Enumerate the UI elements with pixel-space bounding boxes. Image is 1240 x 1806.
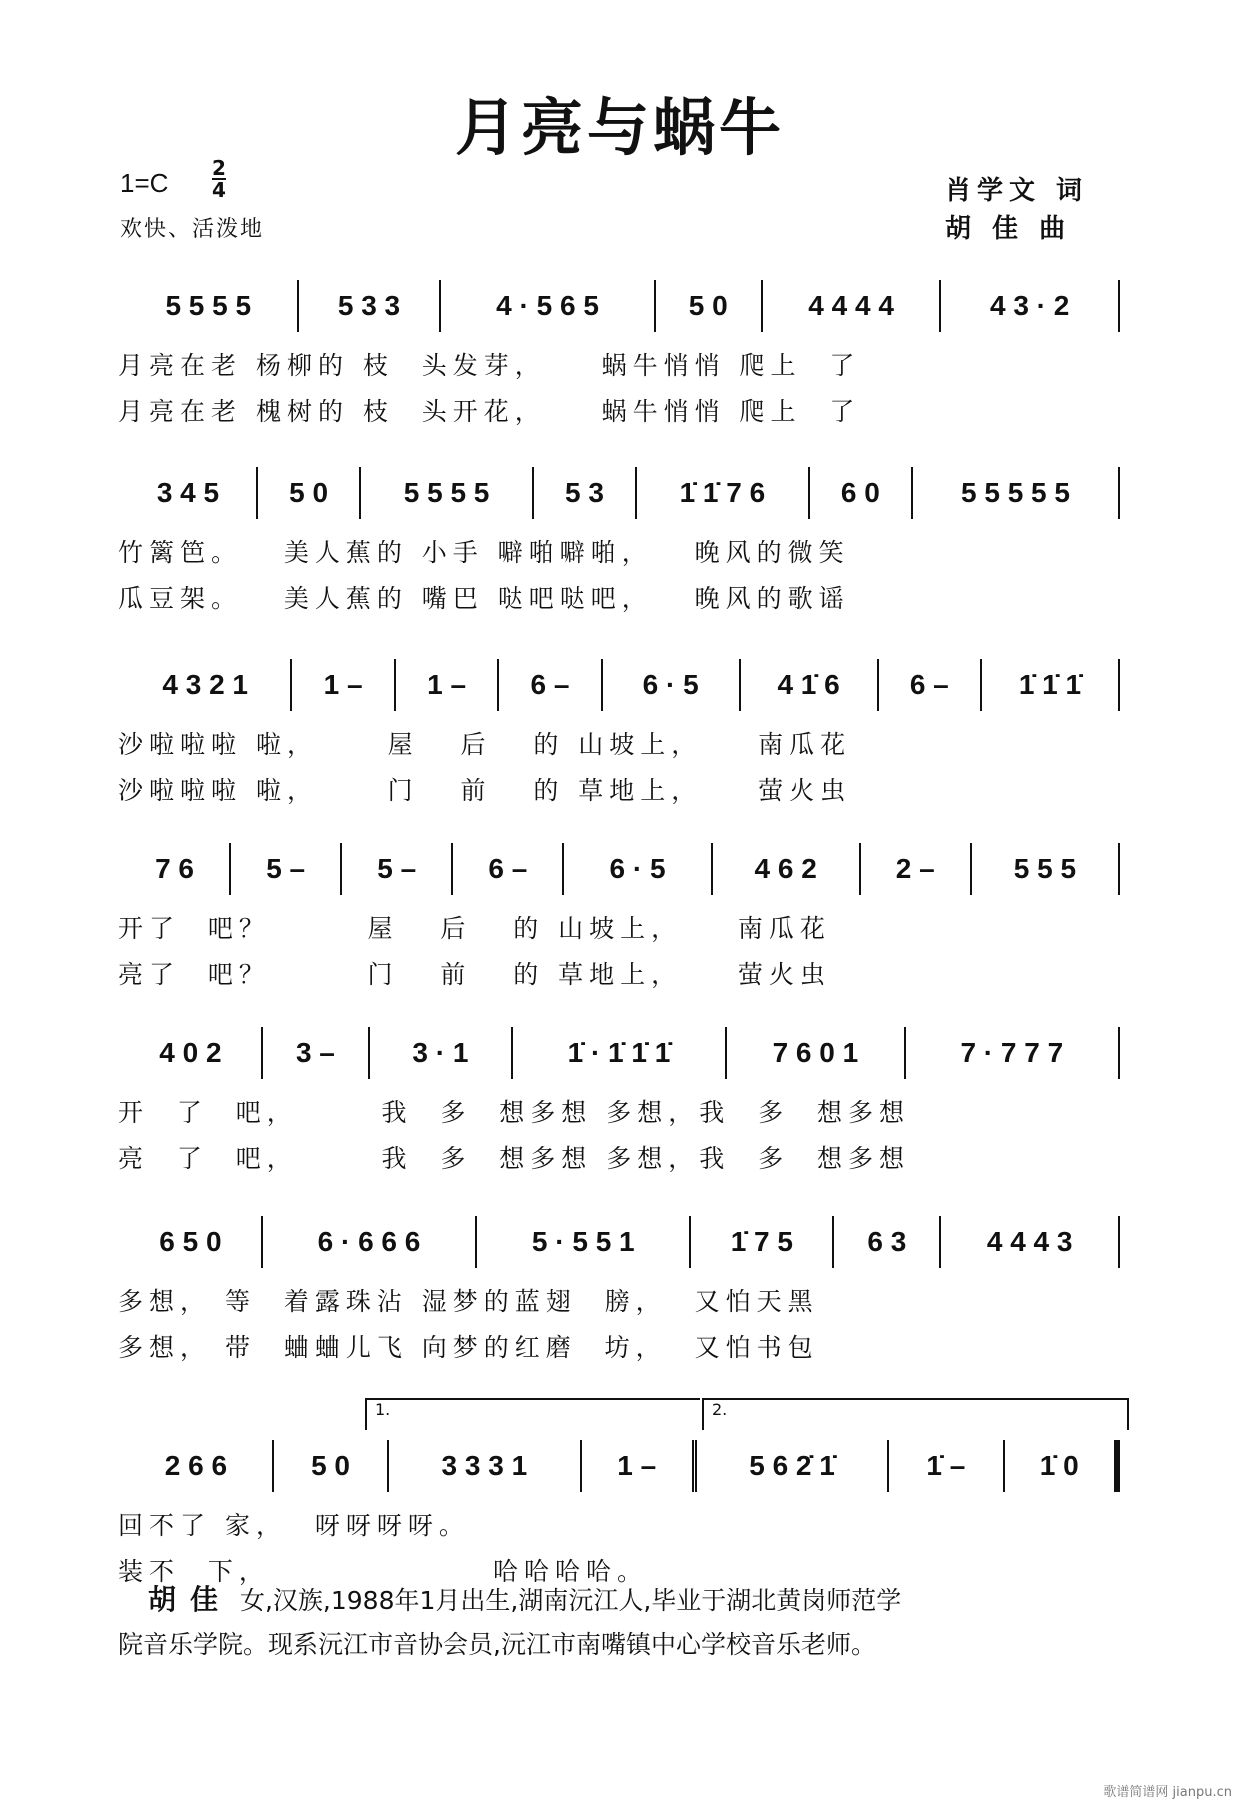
measure: 4 0 2	[120, 1027, 263, 1079]
lyric-verse-2: 亮 了 吧， 我 多 想多想 多想，我 多 想多想	[118, 1144, 910, 1173]
measure: 4 4 4 4	[763, 280, 942, 332]
measure: 3 –	[263, 1027, 370, 1079]
lyric-verse-1: 月亮在老 杨柳的 枝 头发芽， 蜗牛悄悄 爬上 了	[118, 351, 861, 380]
lyric-verse-2: 亮了 吧？ 门 前 的 草地上， 萤火虫	[118, 960, 831, 989]
measure: 7 · 7 7 7	[906, 1027, 1120, 1079]
measure: 4 3 · 2	[941, 280, 1120, 332]
volta-first-ending: 1.	[365, 1398, 700, 1430]
lyricist-credit: 肖学文 词	[945, 176, 1089, 206]
measure: 6 0	[810, 467, 913, 519]
measure: 5 5 5 5	[120, 280, 299, 332]
lyric-verse-2: 月亮在老 槐树的 枝 头开花， 蜗牛悄悄 爬上 了	[118, 397, 861, 426]
measure: 6 –	[453, 843, 564, 895]
notation-system	[120, 1440, 1120, 1492]
measure: 1 –	[292, 659, 395, 711]
lyric-verse-2: 多想， 带 蛐蛐儿飞 向梦的红磨 坊， 又怕书包	[118, 1333, 819, 1362]
measure: 4 6 2	[713, 843, 861, 895]
lyric-verse-1: 回不了 家， 呀呀呀呀。	[118, 1511, 470, 1540]
measure: 6 · 5	[564, 843, 712, 895]
notation-system	[120, 280, 1120, 332]
measure: 6 · 6 6 6	[263, 1216, 477, 1268]
measure: 1 –	[582, 1440, 697, 1492]
time-signature-top: 2	[212, 156, 226, 180]
watermark: 歌谱简谱网 jianpu.cn	[1103, 1785, 1232, 1800]
notation-system	[120, 467, 1120, 519]
volta-second-ending: 2.	[702, 1398, 1129, 1430]
measure: 1̇ –	[889, 1440, 1004, 1492]
lyric-verse-1: 多想， 等 着露珠沾 湿梦的蓝翅 膀， 又怕天黑	[118, 1287, 819, 1316]
measure: 5 –	[231, 843, 342, 895]
measure: 4 4 4 3	[941, 1216, 1120, 1268]
measure: 5 5 5 5	[361, 467, 533, 519]
notation-system	[120, 659, 1120, 711]
measure: 2 6 6	[120, 1440, 274, 1492]
measure: 4 · 5 6 5	[441, 280, 655, 332]
measure: 6 · 5	[603, 659, 741, 711]
notation-system	[120, 1027, 1120, 1079]
measure: 1 –	[396, 659, 499, 711]
measure: 1̇ · 1̇ 1̇ 1̇	[513, 1027, 727, 1079]
measure: 5 3	[534, 467, 637, 519]
lyric-verse-1: 开 了 吧， 我 多 想多想 多想，我 多 想多想	[118, 1098, 910, 1127]
tempo-marking: 欢快、活泼地	[120, 217, 265, 242]
measure: 1̇ 0	[1005, 1440, 1120, 1492]
lyric-verse-1: 开了 吧？ 屋 后 的 山坡上， 南瓜花	[118, 914, 831, 943]
measure: 5 5 5 5 5	[913, 467, 1120, 519]
lyric-verse-2: 瓜豆架。 美人蕉的 嘴巴 哒吧哒吧， 晚风的歌谣	[118, 584, 850, 613]
measure: 5 0	[656, 280, 763, 332]
measure: 6 –	[499, 659, 602, 711]
measure: 6 5 0	[120, 1216, 263, 1268]
measure: 1̇ 1̇ 7 6	[637, 467, 809, 519]
measure: 1̇ 7 5	[691, 1216, 834, 1268]
measure: 6 –	[879, 659, 982, 711]
lyric-verse-1: 沙啦啦啦 啦， 屋 后 的 山坡上， 南瓜花	[118, 730, 852, 759]
measure: 7 6	[120, 843, 231, 895]
measure: 5 0	[274, 1440, 389, 1492]
measure: 5 –	[342, 843, 453, 895]
measure: 6 3	[834, 1216, 941, 1268]
song-title: 月亮与蜗牛	[454, 91, 785, 164]
measure: 7 6 0 1	[727, 1027, 906, 1079]
lyric-verse-2: 装不 下， 哈哈哈哈。	[118, 1557, 649, 1586]
composer-credit: 胡 佳 曲	[945, 214, 1072, 244]
lyric-verse-1: 竹篱笆。 美人蕉的 小手 噼啪噼啪， 晚风的微笑	[118, 538, 850, 567]
measure: 1̇ 1̇ 1̇	[982, 659, 1120, 711]
measure: 5 0	[258, 467, 361, 519]
bio-line-2: 院音乐学院。现系沅江市音协会员,沅江市南嘴镇中心学校音乐老师。	[118, 1630, 876, 1659]
measure: 3 3 3 1	[389, 1440, 581, 1492]
measure: 5 3 3	[299, 280, 442, 332]
bio-name: 胡佳	[148, 1583, 233, 1616]
measure: 4 1̇ 6	[741, 659, 879, 711]
measure: 5 5 5	[972, 843, 1120, 895]
measure: 3 4 5	[120, 467, 258, 519]
lyric-verse-2: 沙啦啦啦 啦， 门 前 的 草地上， 萤火虫	[118, 776, 852, 805]
measure: 3 · 1	[370, 1027, 513, 1079]
notation-system	[120, 1216, 1120, 1268]
measure: 2 –	[861, 843, 972, 895]
bio-line-1: 女,汉族,1988年1月出生,湖南沅江人,毕业于湖北黄岗师范学	[239, 1586, 902, 1615]
measure: 4 3 2 1	[120, 659, 292, 711]
time-signature	[212, 158, 226, 200]
key-signature: 1=C	[120, 168, 169, 198]
time-signature-bottom: 4	[212, 178, 226, 202]
composer-bio	[118, 1578, 1128, 1667]
measure: 5 6 2̇ 1̇	[697, 1440, 889, 1492]
measure: 5 · 5 5 1	[477, 1216, 691, 1268]
notation-system	[120, 843, 1120, 895]
